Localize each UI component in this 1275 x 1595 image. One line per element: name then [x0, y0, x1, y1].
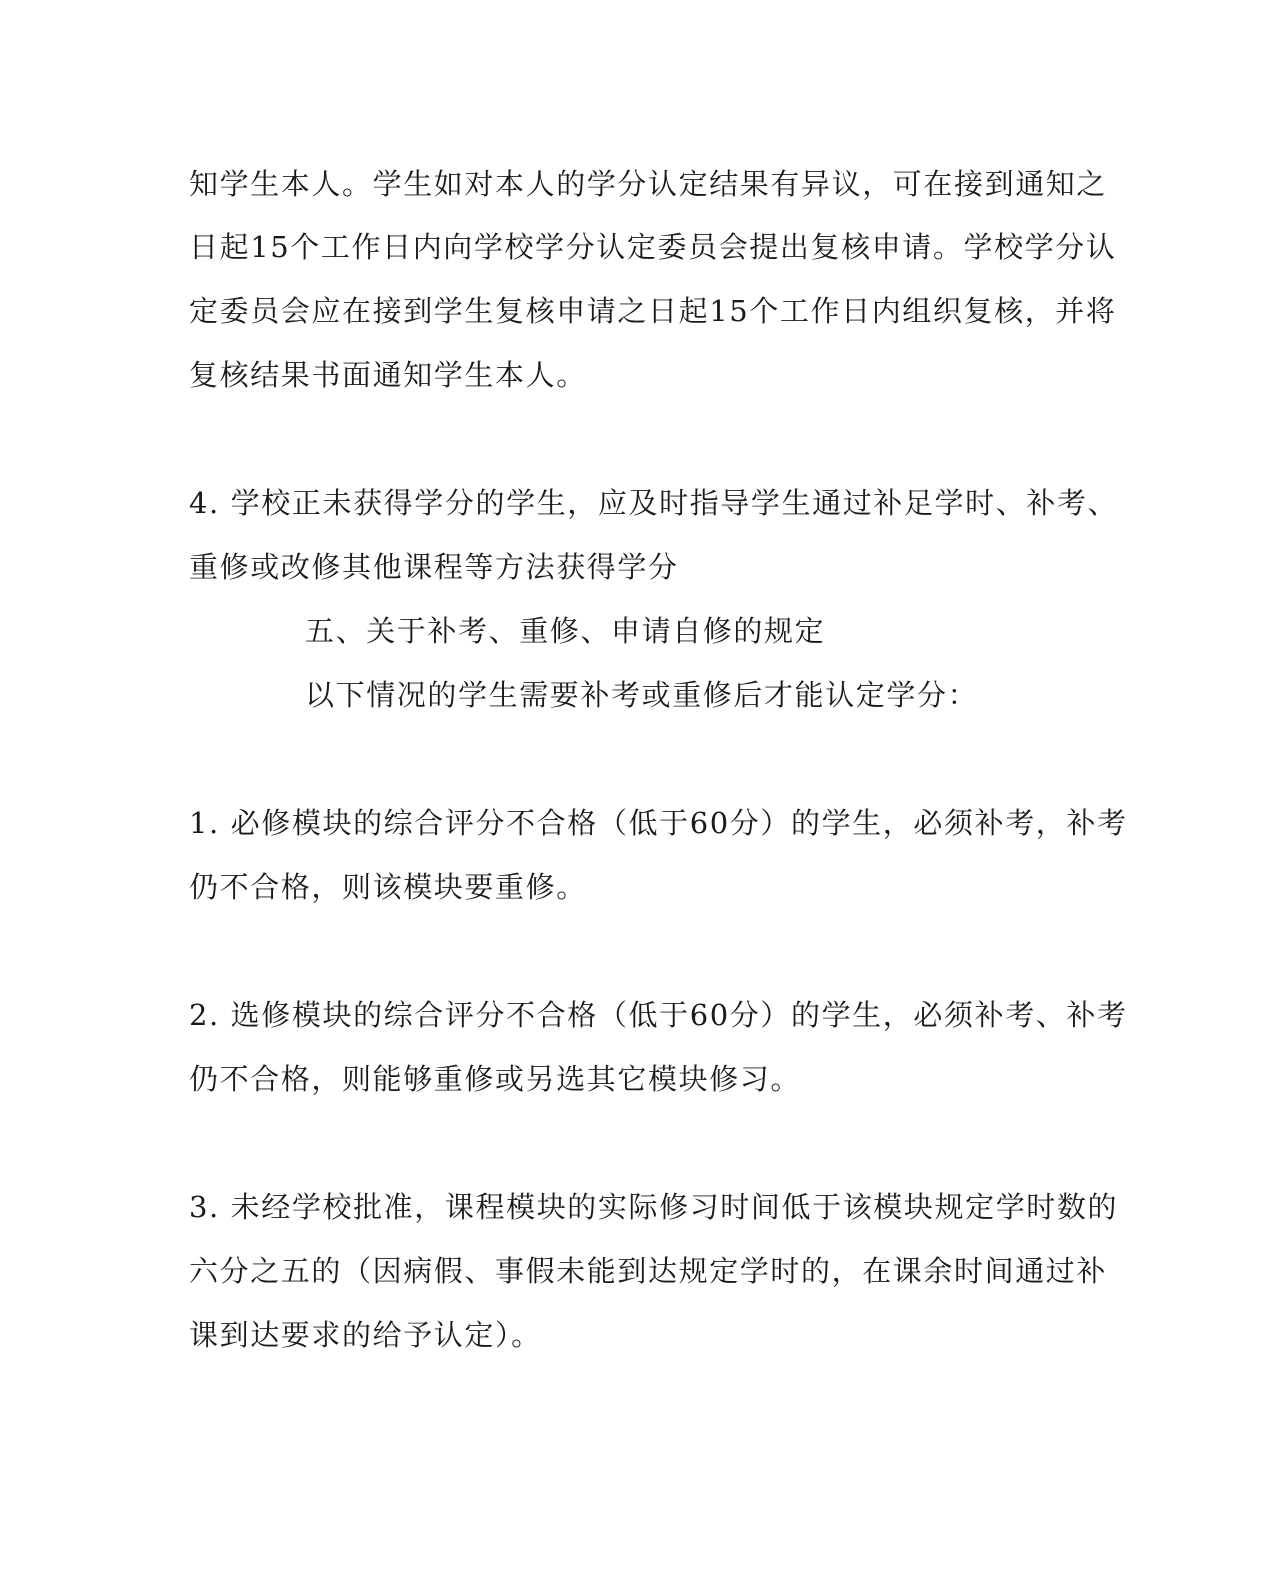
- rule-3-line: 课到达要求的给予认定）。: [189, 1318, 542, 1352]
- rule-3-line: 六分之五的（因病假、事假未能到达规定学时的，在课余时间通过补: [189, 1254, 1108, 1288]
- paragraph-line: 日起15个工作日内向学校学分认定委员会提出复核申请。学校学分认: [189, 230, 1117, 264]
- paragraph-line: 定委员会应在接到学生复核申请之日起15个工作日内组织复核，并将: [189, 294, 1117, 328]
- rule-3-line: 3. 未经学校批准，课程模块的实际修习时间低于该模块规定学时数的: [189, 1190, 1119, 1224]
- paragraph-line: 复核结果书面通知学生本人。: [189, 358, 587, 392]
- paragraph-line: 知学生本人。学生如对本人的学分认定结果有异议，可在接到通知之: [189, 167, 1108, 201]
- section-intro: 以下情况的学生需要补考或重修后才能认定学分：: [305, 678, 979, 712]
- rule-1-line: 1. 必修模块的综合评分不合格（低于60分）的学生，必须补考，补考: [189, 806, 1128, 840]
- rule-1-line: 仍不合格，则该模块要重修。: [189, 870, 587, 904]
- list-item-4-line: 4. 学校正未获得学分的学生，应及时指导学生通过补足学时、补考、: [189, 486, 1119, 520]
- rule-2-line: 仍不合格，则能够重修或另选其它模块修习。: [189, 1062, 802, 1096]
- rule-2-line: 2. 选修模块的综合评分不合格（低于60分）的学生，必须补考、补考: [189, 998, 1128, 1032]
- section-heading: 五、关于补考、重修、申请自修的规定: [305, 614, 826, 648]
- list-item-4-line: 重修或改修其他课程等方法获得学分: [189, 550, 679, 584]
